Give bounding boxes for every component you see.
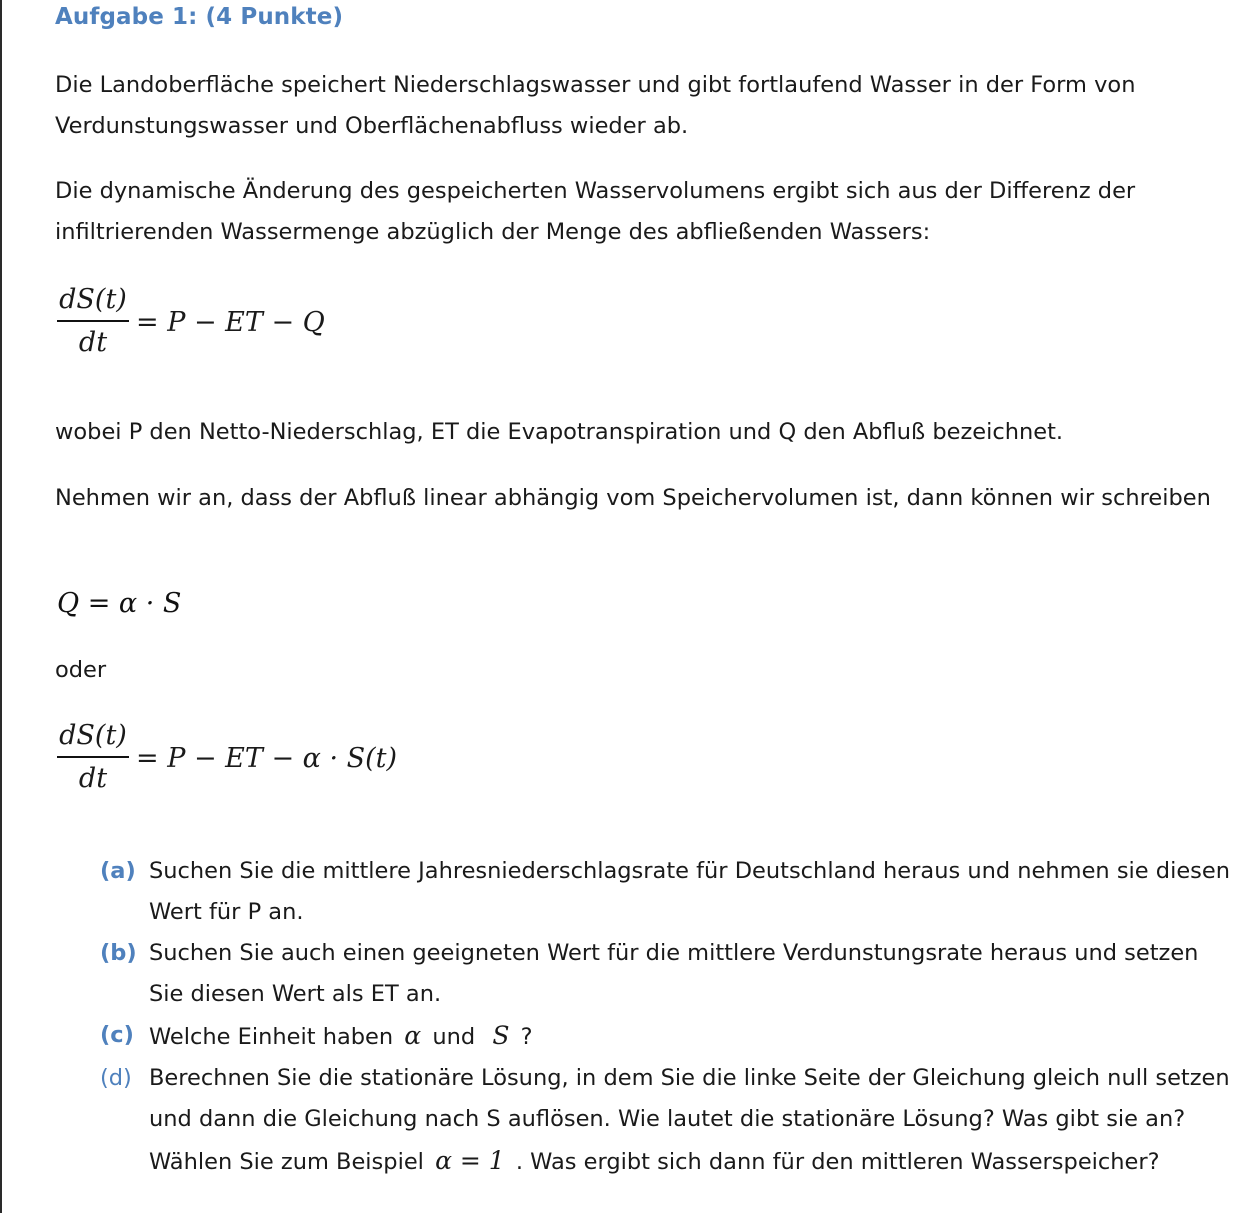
or-paragraph: oder: [55, 657, 107, 683]
math-alpha: α: [404, 1021, 422, 1050]
fraction-bar: [57, 320, 129, 322]
fraction-bar: [57, 756, 129, 758]
question-marker: (c): [100, 1022, 134, 1048]
definitions-paragraph: wobei P den Netto-Niederschlag, ET die Evapotranspiration und Q den Abfluß bezeichnet.: [55, 419, 1064, 445]
fraction-numerator: dS(t): [59, 284, 127, 315]
fraction-denominator: dt: [78, 763, 108, 794]
math-alpha-equals-one: α = 1: [435, 1146, 505, 1175]
intro-paragraph: Die Landoberfläche speichert Niederschlagswasser und gibt fortlaufend Wasser in der Form von Verdunstungswasser und Oberflächenabfluss wieder ab.: [55, 72, 1136, 139]
question-a: [100, 851, 1235, 933]
task-heading: Aufgabe 1: (4 Punkte): [55, 4, 344, 30]
question-marker: (a): [100, 858, 136, 884]
question-text-after: ?: [520, 1024, 533, 1050]
math-s: S: [492, 1021, 510, 1050]
fraction-denominator: dt: [78, 327, 108, 358]
question-d: [100, 1058, 1235, 1183]
question-marker: (d): [100, 1065, 132, 1091]
equation-rhs: = P − ET − Q: [136, 307, 325, 338]
fraction-numerator: dS(t): [59, 720, 127, 751]
question-text: Suchen Sie die mittlere Jahresniederschlagsrate für Deutschland heraus und nehmen sie diesen Wert für P an.: [149, 858, 1230, 925]
question-text-after: . Was ergibt sich dann für den mittleren Wasserspeicher?: [515, 1149, 1160, 1175]
question-text-before: Berechnen Sie die stationäre Lösung, in dem Sie die linke Seite der Gleichung gleich null setzen und dann die Gleichung nach S auflösen. Wie lautet die stationäre Lösung? Was gibt sie an? Wählen Sie zum Beispiel: [149, 1065, 1230, 1175]
page-left-border: [0, 0, 2, 1213]
question-text-mid: und: [432, 1024, 476, 1050]
assumption-paragraph: Nehmen wir an, dass der Abfluß linear abhängig vom Speichervolumen ist, dann können wir schreiben: [55, 485, 1211, 511]
equation-fraction: [57, 719, 129, 796]
question-marker: (b): [100, 940, 137, 966]
equation-fraction: [57, 283, 129, 360]
question-text: Suchen Sie auch einen geeigneten Wert für die mittlere Verdunstungsrate heraus und setzen Sie diesen Wert als ET an.: [149, 940, 1199, 1007]
question-b: [100, 933, 1235, 1015]
equation-rhs: = P − ET − α · S(t): [136, 743, 398, 774]
question-list: [100, 851, 1235, 1183]
question-text-before: Welche Einheit haben: [149, 1024, 394, 1050]
dynamics-paragraph: Die dynamische Änderung des gespeicherten Wasservolumens ergibt sich aus der Differenz der infiltrierenden Wassermenge abzüglich der Menge des abfließenden Wassers:: [55, 178, 1136, 245]
equation-linear-outflow: Q = α · S: [57, 588, 182, 619]
question-c: [100, 1015, 1235, 1058]
